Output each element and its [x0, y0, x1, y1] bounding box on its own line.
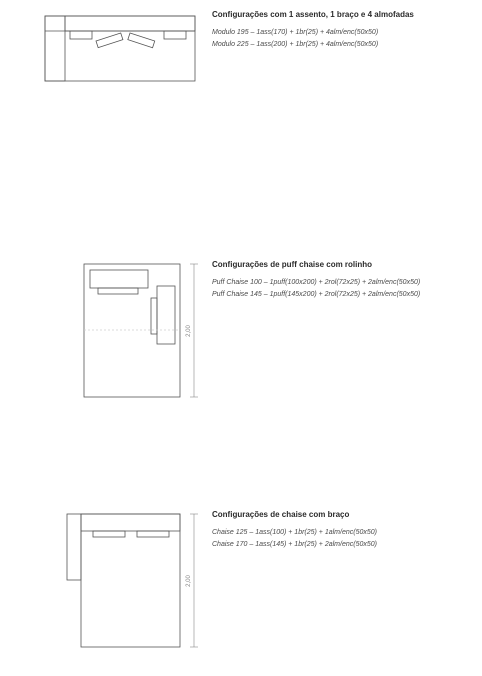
sofa-module-outline [45, 16, 195, 81]
sofa-module-arm [45, 16, 65, 81]
sofa-module-plan [45, 16, 195, 81]
puff-chaise-dimension-label: 2,00 [186, 325, 192, 337]
chaise-cushion-1 [93, 531, 125, 537]
puff-chaise-plan [84, 264, 180, 397]
puff-cushion-horizontal [98, 288, 138, 294]
chaise-backrest [81, 514, 180, 531]
config-line: Chaise 170 – 1ass(145) + 1br(25) + 2alm/enc(50x50) [212, 541, 377, 548]
sofa-cushion-4 [164, 31, 186, 39]
sofa-cushion-1 [70, 31, 92, 39]
section-title: Configurações de chaise com braço [212, 510, 350, 519]
section-chaise-arm [212, 510, 377, 552]
puff-chaise-outline [84, 264, 180, 397]
section-puff-chaise [212, 260, 420, 302]
sofa-cushion-3 [128, 33, 155, 48]
config-line: Puff Chaise 100 – 1puff(100x200) + 2rol(72x25) + 2alm/enc(50x50) [212, 279, 421, 286]
config-line: Modulo 195 – 1ass(170) + 1br(25) + 4alm/enc(50x50) [212, 29, 379, 36]
config-line: Modulo 225 – 1ass(200) + 1br(25) + 4alm/enc(50x50) [212, 41, 379, 48]
sofa-module-backrest [65, 16, 195, 31]
puff-roll-horizontal [90, 270, 148, 288]
section-title: Configurações de puff chaise com rolinho [212, 260, 373, 269]
config-line: Chaise 125 – 1ass(100) + 1br(25) + 1alm/enc(50x50) [212, 529, 377, 536]
config-line: Puff Chaise 145 – 1puff(145x200) + 2rol(72x25) + 2alm/enc(50x50) [212, 291, 421, 298]
puff-roll-vertical [157, 286, 175, 344]
puff-cushion-vertical [151, 298, 157, 334]
chaise-arm [67, 514, 81, 580]
chaise-outline [81, 514, 180, 647]
section-sofa-module [212, 10, 414, 52]
sofa-cushion-2 [96, 33, 123, 48]
chaise-plan [67, 514, 180, 647]
chaise-dimension-label: 2,00 [186, 575, 192, 587]
section-title: Configurações com 1 assento, 1 braço e 4 almofadas [212, 10, 414, 19]
chaise-cushion-2 [137, 531, 169, 537]
